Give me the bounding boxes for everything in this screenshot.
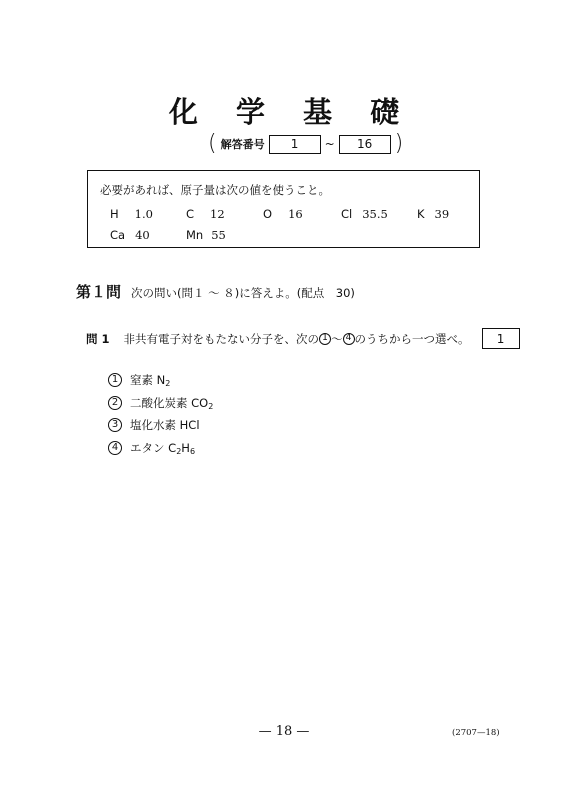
answer-range-label: 解答番号 [220, 138, 265, 151]
element-h [110, 207, 153, 221]
option-text: 窒素 $N_2$ [130, 373, 171, 389]
left-paren: ( [208, 131, 217, 156]
element-k [417, 207, 449, 221]
option-mark: 2 [108, 396, 122, 410]
element-weight: 12 [210, 207, 225, 221]
answer-number-range [208, 133, 403, 155]
choice-end-mark: 4 [343, 333, 355, 345]
element-weight: 55 [211, 228, 226, 242]
question-instructions: 次の問い(問１ ～ ８)に答えよ。(配点 30) [131, 286, 355, 300]
answer-range-start-box: 1 [269, 135, 321, 154]
element-symbol: H [110, 207, 119, 221]
sub-question-label: 問 1 [86, 331, 110, 346]
element-c [186, 207, 225, 221]
answer-range-end-box: 16 [339, 135, 391, 154]
sub-question-text-start: 非共有電子対をもたない分子を、次の [123, 331, 320, 346]
element-weight: 1.0 [134, 207, 153, 221]
element-symbol: O [263, 207, 273, 221]
element-symbol: Cl [341, 207, 353, 221]
answer-range-tilde: ~ [324, 137, 335, 151]
answer-box[interactable]: 1 [482, 328, 520, 349]
option-4[interactable] [108, 437, 213, 460]
page-number: — 18 — [258, 724, 310, 739]
question-number: 第１問 [76, 283, 122, 301]
sub-question-1 [86, 328, 520, 349]
element-symbol: C [186, 207, 195, 221]
answer-options [108, 369, 213, 459]
option-mark: 1 [108, 373, 122, 387]
option-text: 塩化水素 HCl [130, 418, 200, 433]
option-text: 二酸化炭素 $CO_2$ [130, 395, 214, 411]
element-mn [186, 228, 226, 242]
sub-question-text-end: のうちから一つ選べ。 [354, 331, 470, 346]
element-cl [341, 207, 388, 221]
element-symbol: K [417, 207, 425, 221]
atomic-weights-intro: 必要があれば、原子量は次の値を使うこと。 [100, 183, 330, 197]
right-paren: ) [394, 131, 404, 156]
question-1-heading [76, 281, 355, 302]
choice-range-tilde: ～ [331, 331, 343, 346]
element-o [263, 207, 303, 221]
option-text: エタン $C_2H_6$ [130, 440, 196, 456]
choice-start-mark: 1 [319, 333, 331, 345]
element-symbol: Mn [186, 228, 204, 242]
element-symbol: Ca [110, 228, 126, 242]
option-mark: 4 [108, 441, 122, 455]
element-weight: 39 [434, 207, 450, 221]
option-2[interactable] [108, 392, 213, 415]
option-1[interactable] [108, 369, 213, 392]
element-weight: 35.5 [362, 207, 388, 221]
page-code: (2707—18) [452, 728, 500, 738]
element-weight: 16 [288, 207, 303, 221]
option-3[interactable] [108, 414, 213, 437]
element-weight: 40 [135, 228, 150, 242]
atomic-weights-box [87, 170, 480, 248]
element-ca [110, 228, 150, 242]
option-mark: 3 [108, 418, 122, 432]
page-title: 化 学 基 礎 [168, 95, 414, 129]
